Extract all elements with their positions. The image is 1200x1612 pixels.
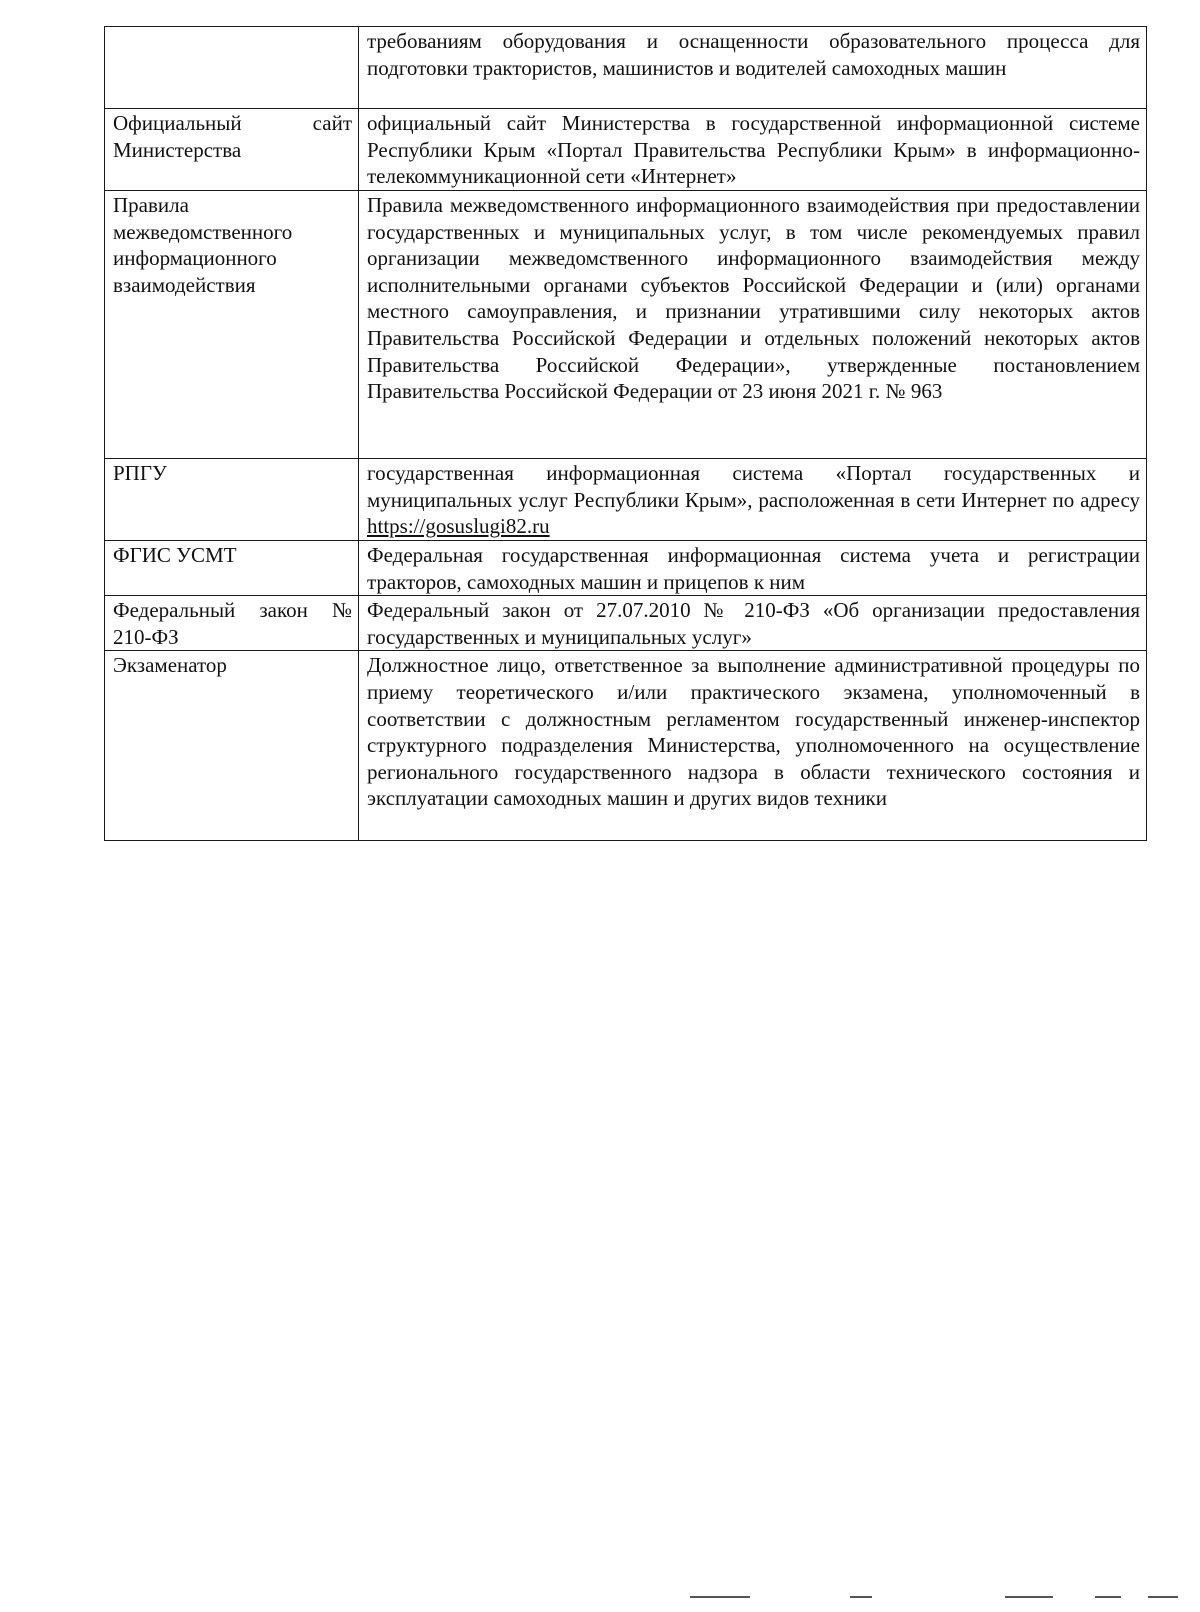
- definition-cell: Должностное лицо, ответственное за выполнение административной процедуры по приему теоретического и/или практического экзамена, уполномоченный в соответствии с должностным регламентом государственный инженер-инспектор структурного подразделения Министерства, уполномоченного на осуществление регионального государственного надзора в области технического состояния и эксплуатации самоходных машин и других видов техники: [359, 651, 1147, 841]
- scan-artifact: [1095, 1596, 1121, 1598]
- scan-artifact: [1148, 1596, 1178, 1598]
- table-row: [105, 459, 1147, 541]
- definition-cell: [359, 459, 1147, 541]
- table-row: [105, 109, 1147, 191]
- scan-artifact: [1005, 1596, 1053, 1598]
- table-row: [105, 27, 1147, 109]
- term-cell: РПГУ: [105, 459, 359, 541]
- term-cell: Экзаменатор: [105, 651, 359, 841]
- terms-table: [104, 26, 1147, 841]
- definition-cell: Правила межведомственного информационного взаимодействия при предоставлении государственных и муниципальных услуг, в том числе рекомендуемых правил организации межведомственного информационного взаимодействия между исполнительными органами субъектов Российской Федерации и (или) органами местного самоуправления, и признании утратившими силу некоторых актов Правительства Российской Федерации и отдельных положений некоторых актов Правительства Российской Федерации», утвержденные постановлением Правительства Российской Федерации от 23 июня 2021 г. № 963: [359, 191, 1147, 459]
- term-cell: Правила межведомственного информационного взаимодействия: [105, 191, 359, 459]
- scan-artifact: [850, 1596, 872, 1598]
- definition-cell: требованиям оборудования и оснащенности образовательного процесса для подготовки трактористов, машинистов и водителей самоходных машин: [359, 27, 1147, 109]
- definition-text: государственная информационная система «Портал государственных и муниципальных услуг Республики Крым», расположенная в сети Интернет по адресу: [367, 461, 1140, 512]
- term-cell: Официальный сайт Министерства: [105, 109, 359, 191]
- term-cell: [105, 27, 359, 109]
- table-row: [105, 191, 1147, 459]
- table-row: [105, 541, 1147, 596]
- term-cell: Федеральный закон № 210-ФЗ: [105, 596, 359, 651]
- scan-artifact: [690, 1596, 750, 1598]
- table-row: [105, 596, 1147, 651]
- term-cell: ФГИС УСМТ: [105, 541, 359, 596]
- definition-cell: Федеральная государственная информационная система учета и регистрации тракторов, самоходных машин и прицепов к ним: [359, 541, 1147, 596]
- definition-cell: Федеральный закон от 27.07.2010 № 210-ФЗ «Об организации предоставления государственных и муниципальных услуг»: [359, 596, 1147, 651]
- table-row: [105, 651, 1147, 841]
- gosuslugi-link[interactable]: https://gosuslugi82.ru: [367, 514, 550, 539]
- definition-cell: официальный сайт Министерства в государственной информационной системе Республики Крым «Портал Правительства Республики Крым» в информационно-телекоммуникационной сети «Интернет»: [359, 109, 1147, 191]
